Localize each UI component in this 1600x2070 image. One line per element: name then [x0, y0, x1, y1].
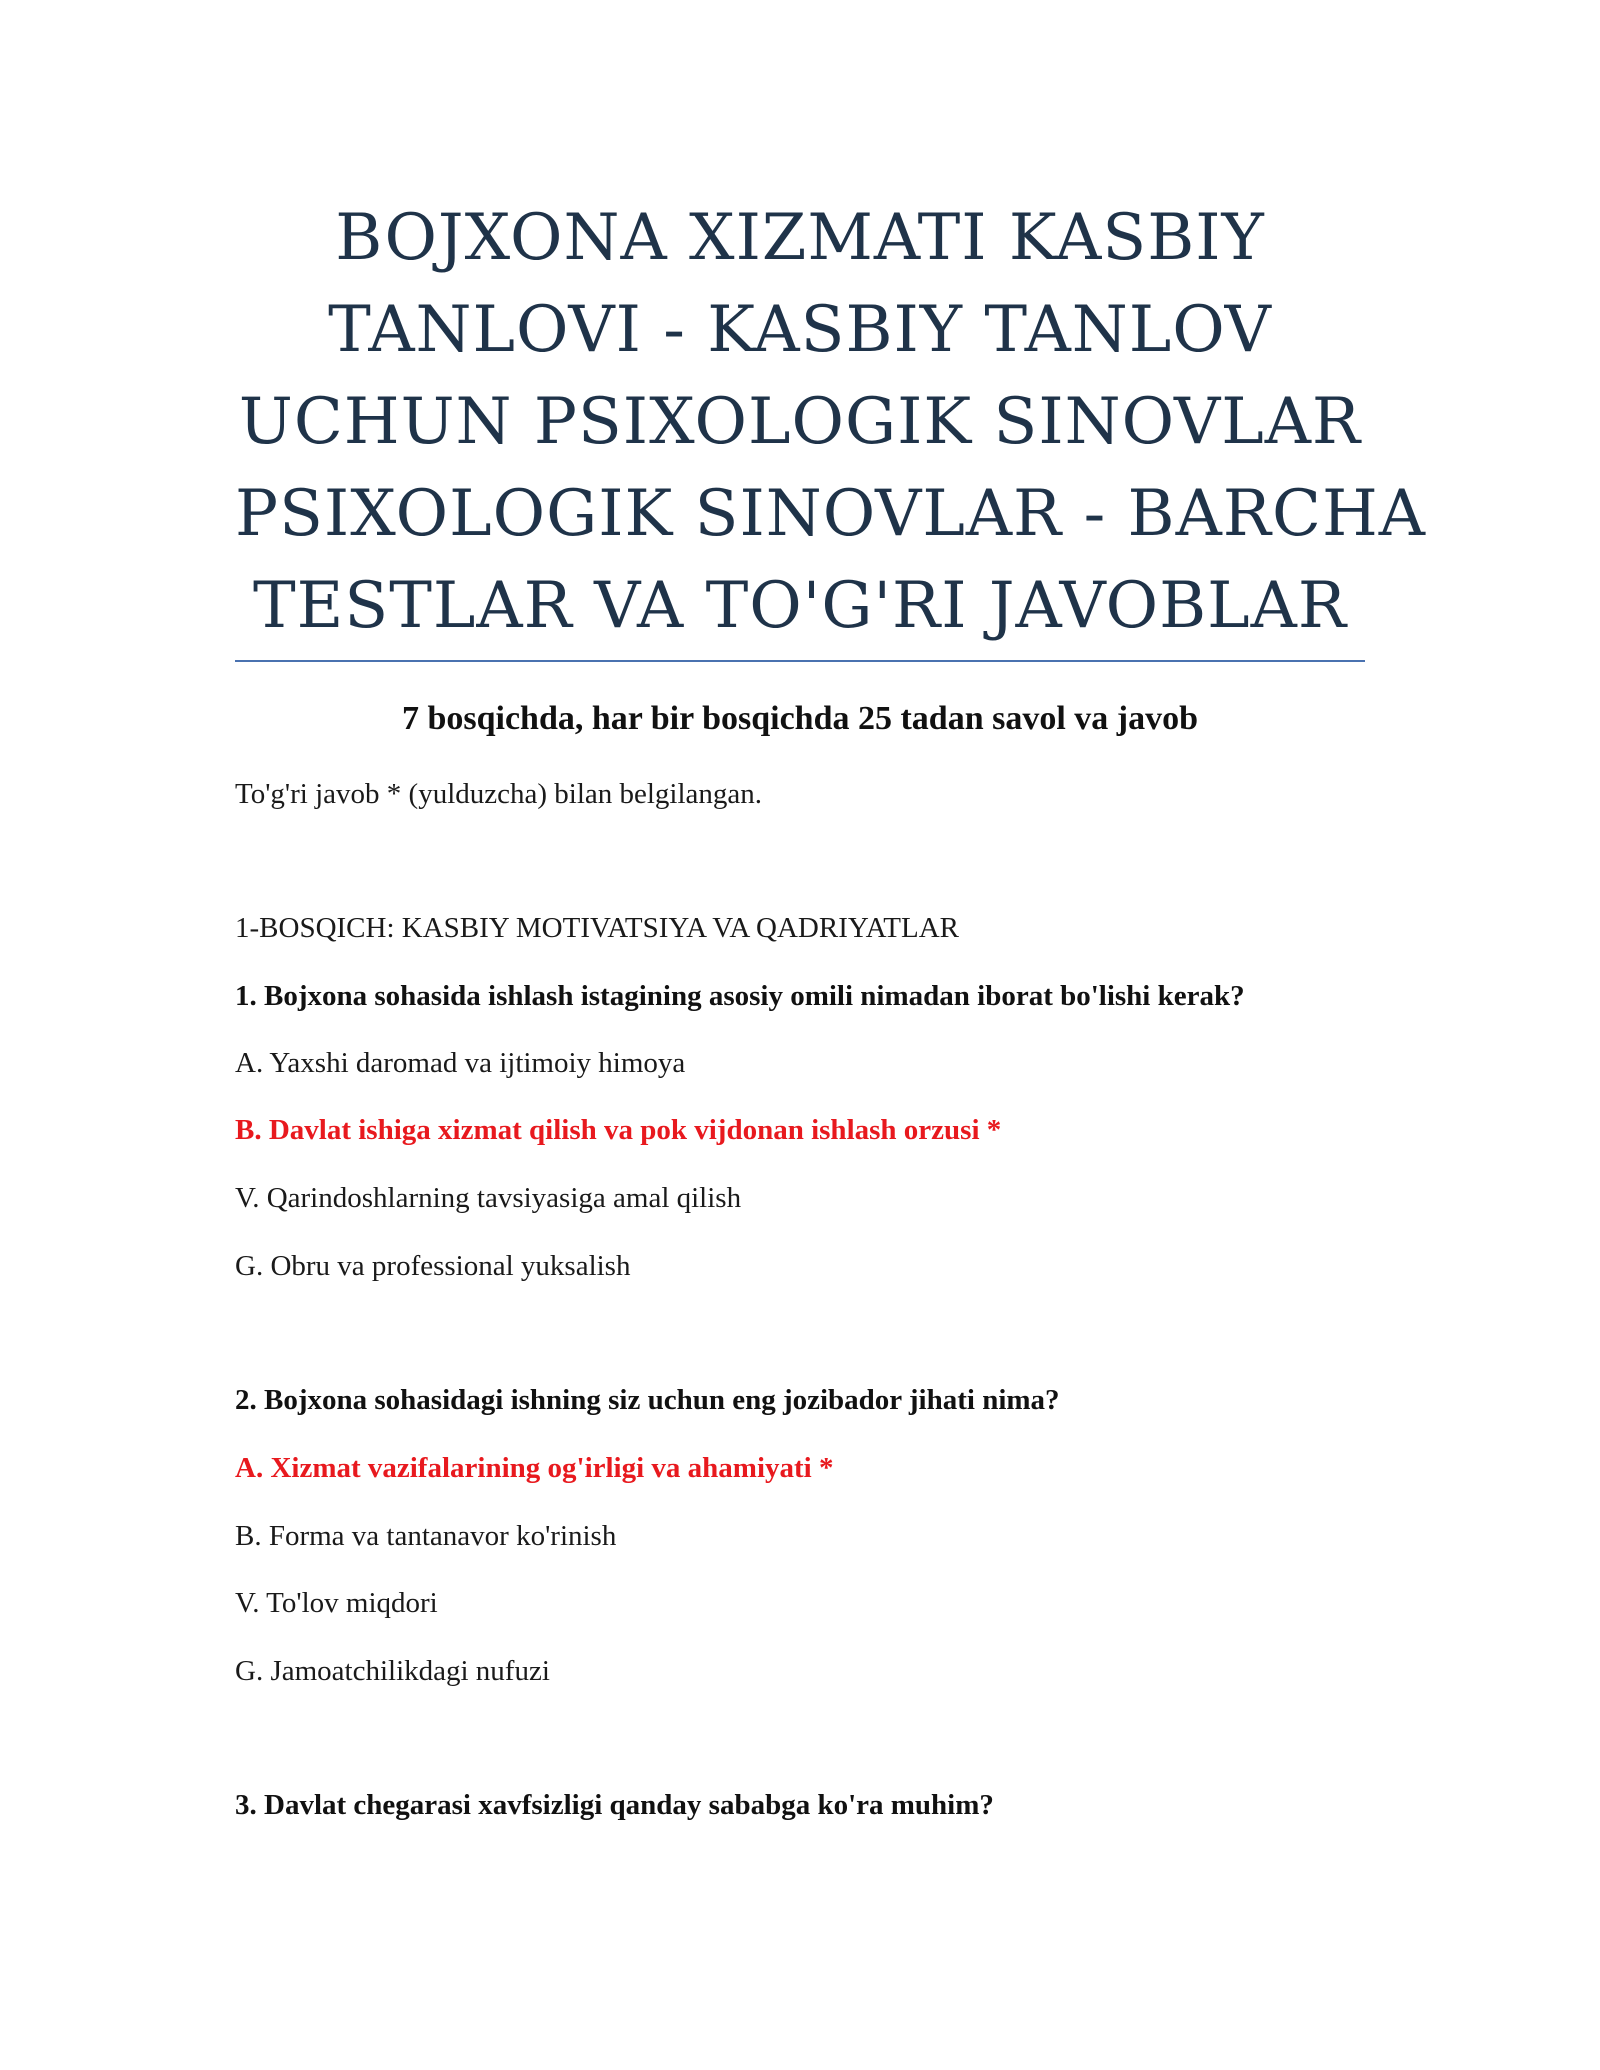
- answer-key-note: To'g'ri javob * (yulduzcha) bilan belgilangan.: [235, 778, 763, 810]
- question-3-text: 3. Davlat chegarasi xavfsizligi qanday sababga ko'ra muhim?: [235, 1789, 994, 1821]
- question-1-option-g: G. Obru va professional yuksalish: [235, 1250, 631, 1282]
- title-divider: [235, 660, 1365, 662]
- question-1-option-b-correct: B. Davlat ishiga xizmat qilish va pok vijdonan ishlash orzusi *: [235, 1114, 1002, 1146]
- question-2-option-g: G. Jamoatchilikdagi nufuzi: [235, 1655, 550, 1687]
- title-line: BOJXONA XIZMATI KASBIY: [335, 201, 1265, 275]
- title-line: PSIXOLOGIK SINOVLAR - BARCHA: [235, 477, 1426, 551]
- question-2-option-v: V. To'lov miqdori: [235, 1587, 438, 1619]
- title-line: UCHUN PSIXOLOGIK SINOVLAR: [238, 385, 1362, 459]
- question-2-option-b: B. Forma va tantanavor ko'rinish: [235, 1520, 617, 1552]
- question-2-text: 2. Bojxona sohasidagi ishning siz uchun eng jozibador jihati nima?: [235, 1384, 1060, 1416]
- title-line: TANLOVI - KASBIY TANLOV: [328, 293, 1272, 367]
- question-1-option-v: V. Qarindoshlarning tavsiyasiga amal qilish: [235, 1182, 742, 1214]
- title-line: TESTLAR VA TO'G'RI JAVOBLAR: [252, 569, 1348, 643]
- document-title: [235, 192, 1426, 652]
- question-1-option-a: A. Yaxshi daromad va ijtimoiy himoya: [235, 1047, 686, 1079]
- question-1-text: 1. Bojxona sohasida ishlash istagining asosiy omili nimadan iborat bo'lishi kerak?: [235, 980, 1245, 1012]
- question-2-option-a-correct: A. Xizmat vazifalarining og'irligi va ahamiyati *: [235, 1452, 834, 1484]
- section-heading: 1-BOSQICH: KASBIY MOTIVATSIYA VA QADRIYATLAR: [235, 912, 960, 944]
- document-subtitle: 7 bosqichda, har bir bosqichda 25 tadan savol va javob: [401, 700, 1199, 737]
